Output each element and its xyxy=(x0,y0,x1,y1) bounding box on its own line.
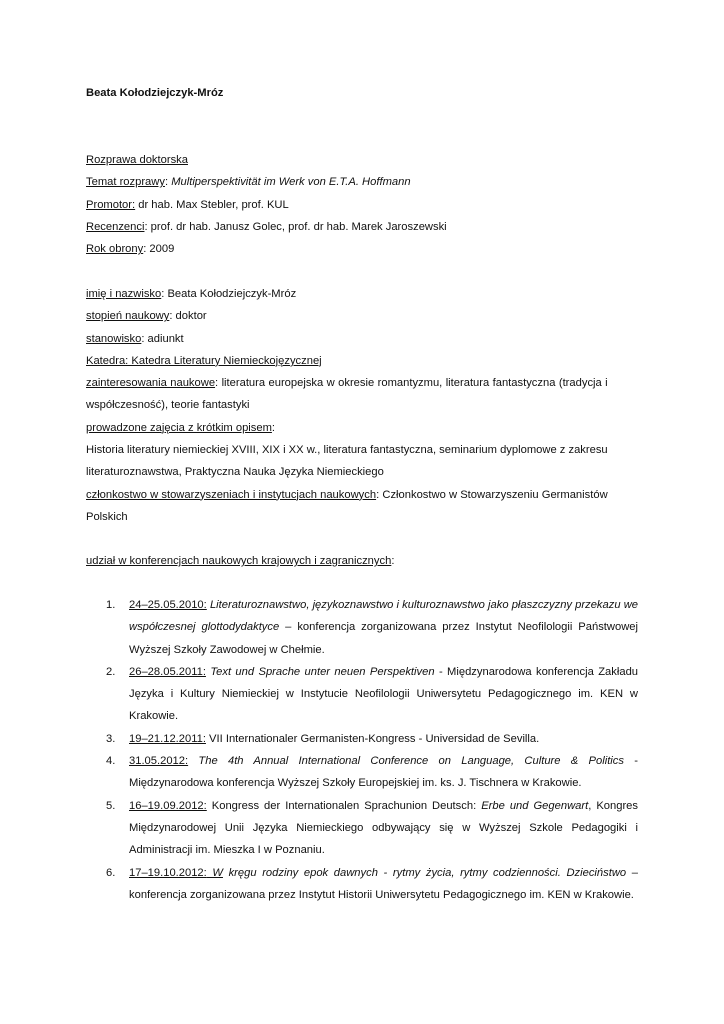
courses-colon: : xyxy=(271,421,276,434)
item-desc: - xyxy=(623,755,639,768)
item-date-tail: W xyxy=(206,866,223,879)
item-title-cont: współczesnej glottodydaktyce xyxy=(129,621,280,634)
thesis-heading-text: Rozprawa doktorska xyxy=(86,154,188,166)
item-line: Międzynarodowa konferencja Wyższej Szkoły Europejskiej im. ks. J. Tischnera w Krakowie. xyxy=(129,777,582,790)
interests-line-2: współczesność), teorie fantastyki xyxy=(86,399,250,412)
position-label: stanowisko xyxy=(86,332,142,345)
reviewers-label: Recenzenci xyxy=(86,220,145,233)
conferences-heading-colon: : xyxy=(391,555,395,567)
item-date: 19–21.12.2011: xyxy=(129,732,206,745)
membership-line-1 xyxy=(86,484,608,506)
item-desc: VII Internationaler Germanisten-Kongress - Universidad de Sevilla. xyxy=(205,732,540,745)
list-item xyxy=(86,594,638,661)
name-line xyxy=(86,283,608,305)
courses-line-2: literaturoznawstwa, Praktyczna Nauka Języka Niemieckiego xyxy=(86,466,384,479)
list-item xyxy=(86,795,638,862)
interests-label: zainteresowania naukowe xyxy=(86,377,216,390)
courses-line-1: Historia literatury niemieckiej XVIII, XIX i XX w., literatura fantastyczna, seminarium dyplomowe z zakresu xyxy=(86,444,608,457)
item-line: Międzynarodowej Unii Języka Niemieckiego odbywający się w Wyższej Szkole Pedagogiki i xyxy=(129,821,638,834)
list-item xyxy=(86,862,638,907)
degree-label: stopień naukowy xyxy=(86,310,170,323)
year-value: : 2009 xyxy=(143,243,175,256)
item-number: 5. xyxy=(106,799,116,812)
item-title: Erbe und Gegenwart xyxy=(481,799,589,812)
item-line xyxy=(129,862,638,884)
interests-line-1 xyxy=(86,372,608,394)
item-desc-tail: , Kongres xyxy=(588,799,638,812)
membership-line-2: Polskich xyxy=(86,510,128,523)
item-desc: – xyxy=(626,866,638,879)
author-name: Beata Kołodziejczyk-Mróz xyxy=(86,87,224,99)
item-desc: - Międzynarodowa konferencja Zakładu xyxy=(434,665,639,678)
conferences-heading-text: udział w konferencjach naukowych krajowych i zagranicznych xyxy=(86,555,392,567)
interests-text-1: : literatura europejska w okresie romantyzmu, literatura fantastyczna (tradycja i xyxy=(215,377,608,390)
item-line xyxy=(129,594,638,616)
position-value: : adiunkt xyxy=(141,332,184,345)
year-line xyxy=(86,238,447,260)
item-line: Języka i Kultury Niemieckiej w Instytucie Neofilologii Uniwersytetu Pedagogicznego im. KEN w xyxy=(129,688,638,701)
thesis-topic-line: Temat rozprawy: Multiperspektivität im Werk von E.T.A. Hoffmann xyxy=(86,176,411,189)
degree-line xyxy=(86,305,608,327)
item-number: 1. xyxy=(106,599,116,611)
membership-label: członkostwo w stowarzyszeniach i instytucjach naukowych xyxy=(86,488,377,501)
item-date: 16–19.09.2012: xyxy=(129,799,207,812)
item-line: Wyższej Szkoły Zawodowej w Chełmie. xyxy=(129,643,325,656)
conferences-list xyxy=(86,594,638,906)
item-line xyxy=(129,661,638,683)
membership-text-1: : Członkostwo w Stowarzyszeniu Germanistów xyxy=(376,488,608,501)
courses-heading-line xyxy=(86,417,608,439)
year-label: Rok obrony xyxy=(86,243,144,256)
item-number: 4. xyxy=(106,755,116,768)
department-text: Katedra: Katedra Literatury Niemieckojęzycznej xyxy=(86,354,322,367)
item-number: 6. xyxy=(106,866,116,879)
item-line xyxy=(129,616,638,638)
reviewers-value: : prof. dr hab. Janusz Golec, prof. dr hab. Marek Jaroszewski xyxy=(144,220,447,233)
item-date: 31.05.2012: xyxy=(129,755,189,768)
item-number: 2. xyxy=(106,665,116,678)
item-line xyxy=(129,795,638,817)
topic-label: Temat rozprawy xyxy=(86,176,165,189)
conferences-heading xyxy=(86,550,394,572)
item-title: The 4th Annual International Conference on Language, Culture & Politics xyxy=(198,755,624,768)
list-item xyxy=(86,728,638,750)
item-date: 26–28.05.2011: xyxy=(129,665,206,678)
item-desc: – konferencja zorganizowana przez Instytut Neofilologii Państwowej xyxy=(279,621,638,634)
item-line: konferencja zorganizowana przez Instytut Historii Uniwersytetu Pedagogicznego im. KEN w Krakowie. xyxy=(129,888,634,901)
thesis-section xyxy=(86,149,447,260)
item-line: Administracji im. Mieszka I w Poznaniu. xyxy=(129,844,325,857)
item-number: 3. xyxy=(106,732,116,745)
list-item xyxy=(86,661,638,728)
list-item xyxy=(86,750,638,795)
reviewers-line xyxy=(86,216,447,238)
promotor-label: Promotor: xyxy=(86,198,136,211)
item-desc: Kongress der Internationalen Sprachunion Deutsch: xyxy=(206,799,482,812)
name-value: : Beata Kołodziejczyk-Mróz xyxy=(161,288,297,300)
promotor-value: dr hab. Max Stebler, prof. KUL xyxy=(135,198,289,211)
item-title: kręgu rodziny epok dawnych - rytmy życia, rytmy codzienności. Dzieciństwo xyxy=(222,866,627,879)
item-line xyxy=(129,728,638,750)
item-title: Literaturoznawstwo, językoznawstwo i kulturoznawstwo jako płaszczyzny przekazu we xyxy=(209,599,639,611)
item-date: 24–25.05.2010: xyxy=(129,599,207,611)
item-line xyxy=(129,750,638,772)
item-title: Text und Sprache unter neuen Perspektiven xyxy=(210,665,435,678)
item-line: Krakowie. xyxy=(129,710,179,723)
position-line xyxy=(86,328,608,350)
profile-section xyxy=(86,283,608,528)
name-label: imię i nazwisko xyxy=(86,288,162,300)
thesis-heading xyxy=(86,149,447,171)
courses-label: prowadzone zajęcia z krótkim opisem xyxy=(86,421,272,434)
department-line xyxy=(86,350,608,372)
promotor-line xyxy=(86,194,447,216)
topic-value: Multiperspektivität im Werk von E.T.A. Hoffmann xyxy=(171,176,411,189)
degree-value: : doktor xyxy=(169,310,207,323)
item-date: 17–19.10.2012: xyxy=(129,866,207,879)
